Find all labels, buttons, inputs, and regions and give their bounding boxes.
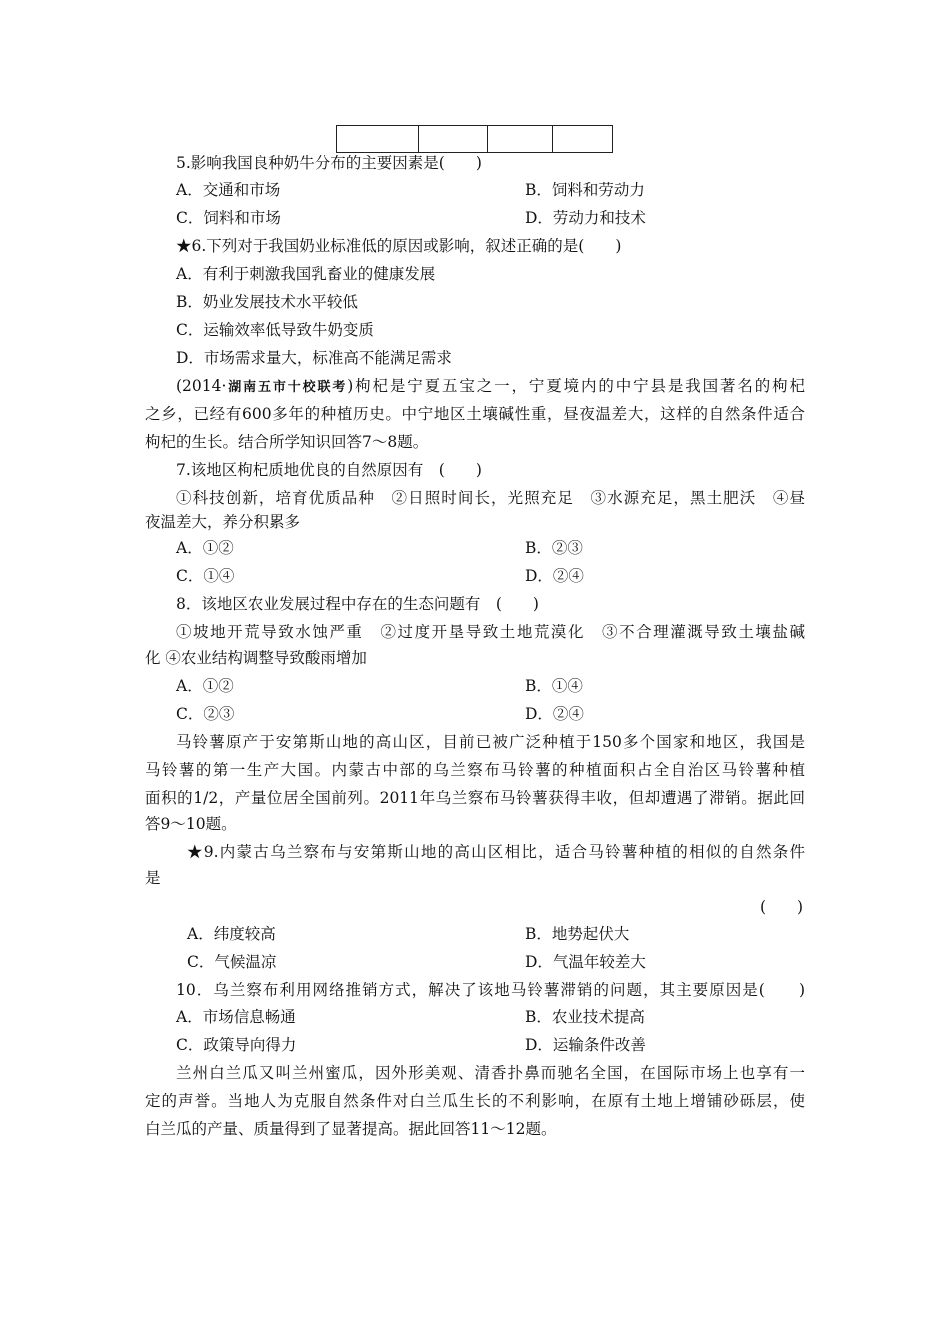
q8-option-d: D．②④ xyxy=(525,705,584,723)
passage1-line2: 之乡，已经有600多年的种植历史。中宁地区土壤碱性重，昼夜温差大，这样的自然条件适合 xyxy=(145,405,805,423)
q7-items-line1: ①科技创新，培育优质品种 ②日照时间长，光照充足 ③水源充足，黑土肥沃 ④昼 xyxy=(176,489,805,507)
passage1-open: (2014· xyxy=(176,377,227,395)
source-label: 湖南五市十校联考 xyxy=(226,380,348,395)
q5-option-c: C．饲料和市场 xyxy=(176,209,281,227)
q9-option-b: B．地势起伏大 xyxy=(525,925,630,943)
q6-option-c: C．运输效率低导致牛奶变质 xyxy=(176,321,374,339)
q10-option-c: C．政策导向得力 xyxy=(176,1036,297,1054)
passage2-line3: 面积的1/2，产量位居全国前列。2011年乌兰察布马铃薯获得丰收，但却遭遇了滞销。据此回 xyxy=(145,789,805,807)
q8-option-b: B．①④ xyxy=(525,677,583,695)
q8-stem: 8．该地区农业发展过程中存在的生态问题有 ( ) xyxy=(176,595,539,613)
answer-cell[interactable] xyxy=(419,126,488,153)
passage2-line2: 马铃薯的第一生产大国。内蒙古中部的乌兰察布马铃薯的种植面积占全自治区马铃薯种植 xyxy=(145,761,805,779)
q6-option-d: D．市场需求量大，标准高不能满足需求 xyxy=(176,349,452,367)
answer-cell[interactable] xyxy=(337,126,419,153)
passage3-line1: 兰州白兰瓜又叫兰州蜜瓜，因外形美观、清香扑鼻而驰名全国，在国际市场上也享有一 xyxy=(176,1064,805,1082)
q7-stem: 7.该地区枸杞质地优良的自然原因有 ( ) xyxy=(176,461,482,479)
q6-option-b: B．奶业发展技术水平较低 xyxy=(176,293,358,311)
q8-items-line2: 化 ④农业结构调整导致酸雨增加 xyxy=(145,649,367,667)
q10-option-a: A．市场信息畅通 xyxy=(176,1008,296,1026)
q9-option-c: C．气候温凉 xyxy=(187,953,277,971)
passage1-line1-rest: )枸杞是宁夏五宝之一，宁夏境内的中宁县是我国著名的枸杞 xyxy=(347,377,805,395)
answer-grid xyxy=(336,125,613,153)
q9-answer-bracket: ( ) xyxy=(760,898,804,916)
q10-option-d: D．运输条件改善 xyxy=(525,1036,646,1054)
passage1-line1 xyxy=(176,376,805,398)
q5-stem: 5.影响我国良种奶牛分布的主要因素是( ) xyxy=(176,154,482,172)
passage2-line4: 答9～10题。 xyxy=(145,815,237,833)
q5-option-b: B．饲料和劳动力 xyxy=(525,181,645,199)
q6-stem: ★6.下列对于我国奶业标准低的原因或影响，叙述正确的是( ) xyxy=(176,237,622,255)
q7-items-line2: 夜温差大，养分积累多 xyxy=(145,513,301,531)
q9-option-a: A．纬度较高 xyxy=(187,925,276,943)
q8-option-c: C．②③ xyxy=(176,705,235,723)
passage1-line3: 枸杞的生长。结合所学知识回答7～8题。 xyxy=(145,433,429,451)
q10-stem: 10．乌兰察布利用网络推销方式，解决了该地马铃薯滞销的问题，其主要原因是( ) xyxy=(176,981,805,999)
passage2-line1: 马铃薯原产于安第斯山地的高山区，目前已被广泛种植于150多个国家和地区，我国是 xyxy=(176,733,805,751)
passage3-line3: 白兰瓜的产量、质量得到了显著提高。据此回答11～12题。 xyxy=(145,1120,557,1138)
q7-option-b: B．②③ xyxy=(525,539,583,557)
answer-cell[interactable] xyxy=(488,126,553,153)
q7-option-a: A．①② xyxy=(176,539,234,557)
q7-option-c: C．①④ xyxy=(176,567,235,585)
q8-items-line1: ①坡地开荒导致水蚀严重 ②过度开垦导致土地荒漠化 ③不合理灌溉导致土壤盐碱 xyxy=(176,623,805,641)
q10-option-b: B．农业技术提高 xyxy=(525,1008,645,1026)
q8-option-a: A．①② xyxy=(176,677,234,695)
passage3-line2: 定的声誉。当地人为克服自然条件对白兰瓜生长的不利影响，在原有土地上增铺砂砾层，使 xyxy=(145,1092,805,1110)
answer-cell[interactable] xyxy=(553,126,613,153)
q9-stem-line2: 是 xyxy=(145,869,161,887)
q7-option-d: D．②④ xyxy=(525,567,584,585)
q9-option-d: D．气温年较差大 xyxy=(525,953,646,971)
q9-stem-line1: ★9.内蒙古乌兰察布与安第斯山地的高山区相比，适合马铃薯种植的相似的自然条件 xyxy=(187,843,805,861)
q5-option-d: D．劳动力和技术 xyxy=(525,209,646,227)
q5-option-a: A．交通和市场 xyxy=(176,181,281,199)
q6-option-a: A．有利于刺激我国乳畜业的健康发展 xyxy=(176,265,436,283)
